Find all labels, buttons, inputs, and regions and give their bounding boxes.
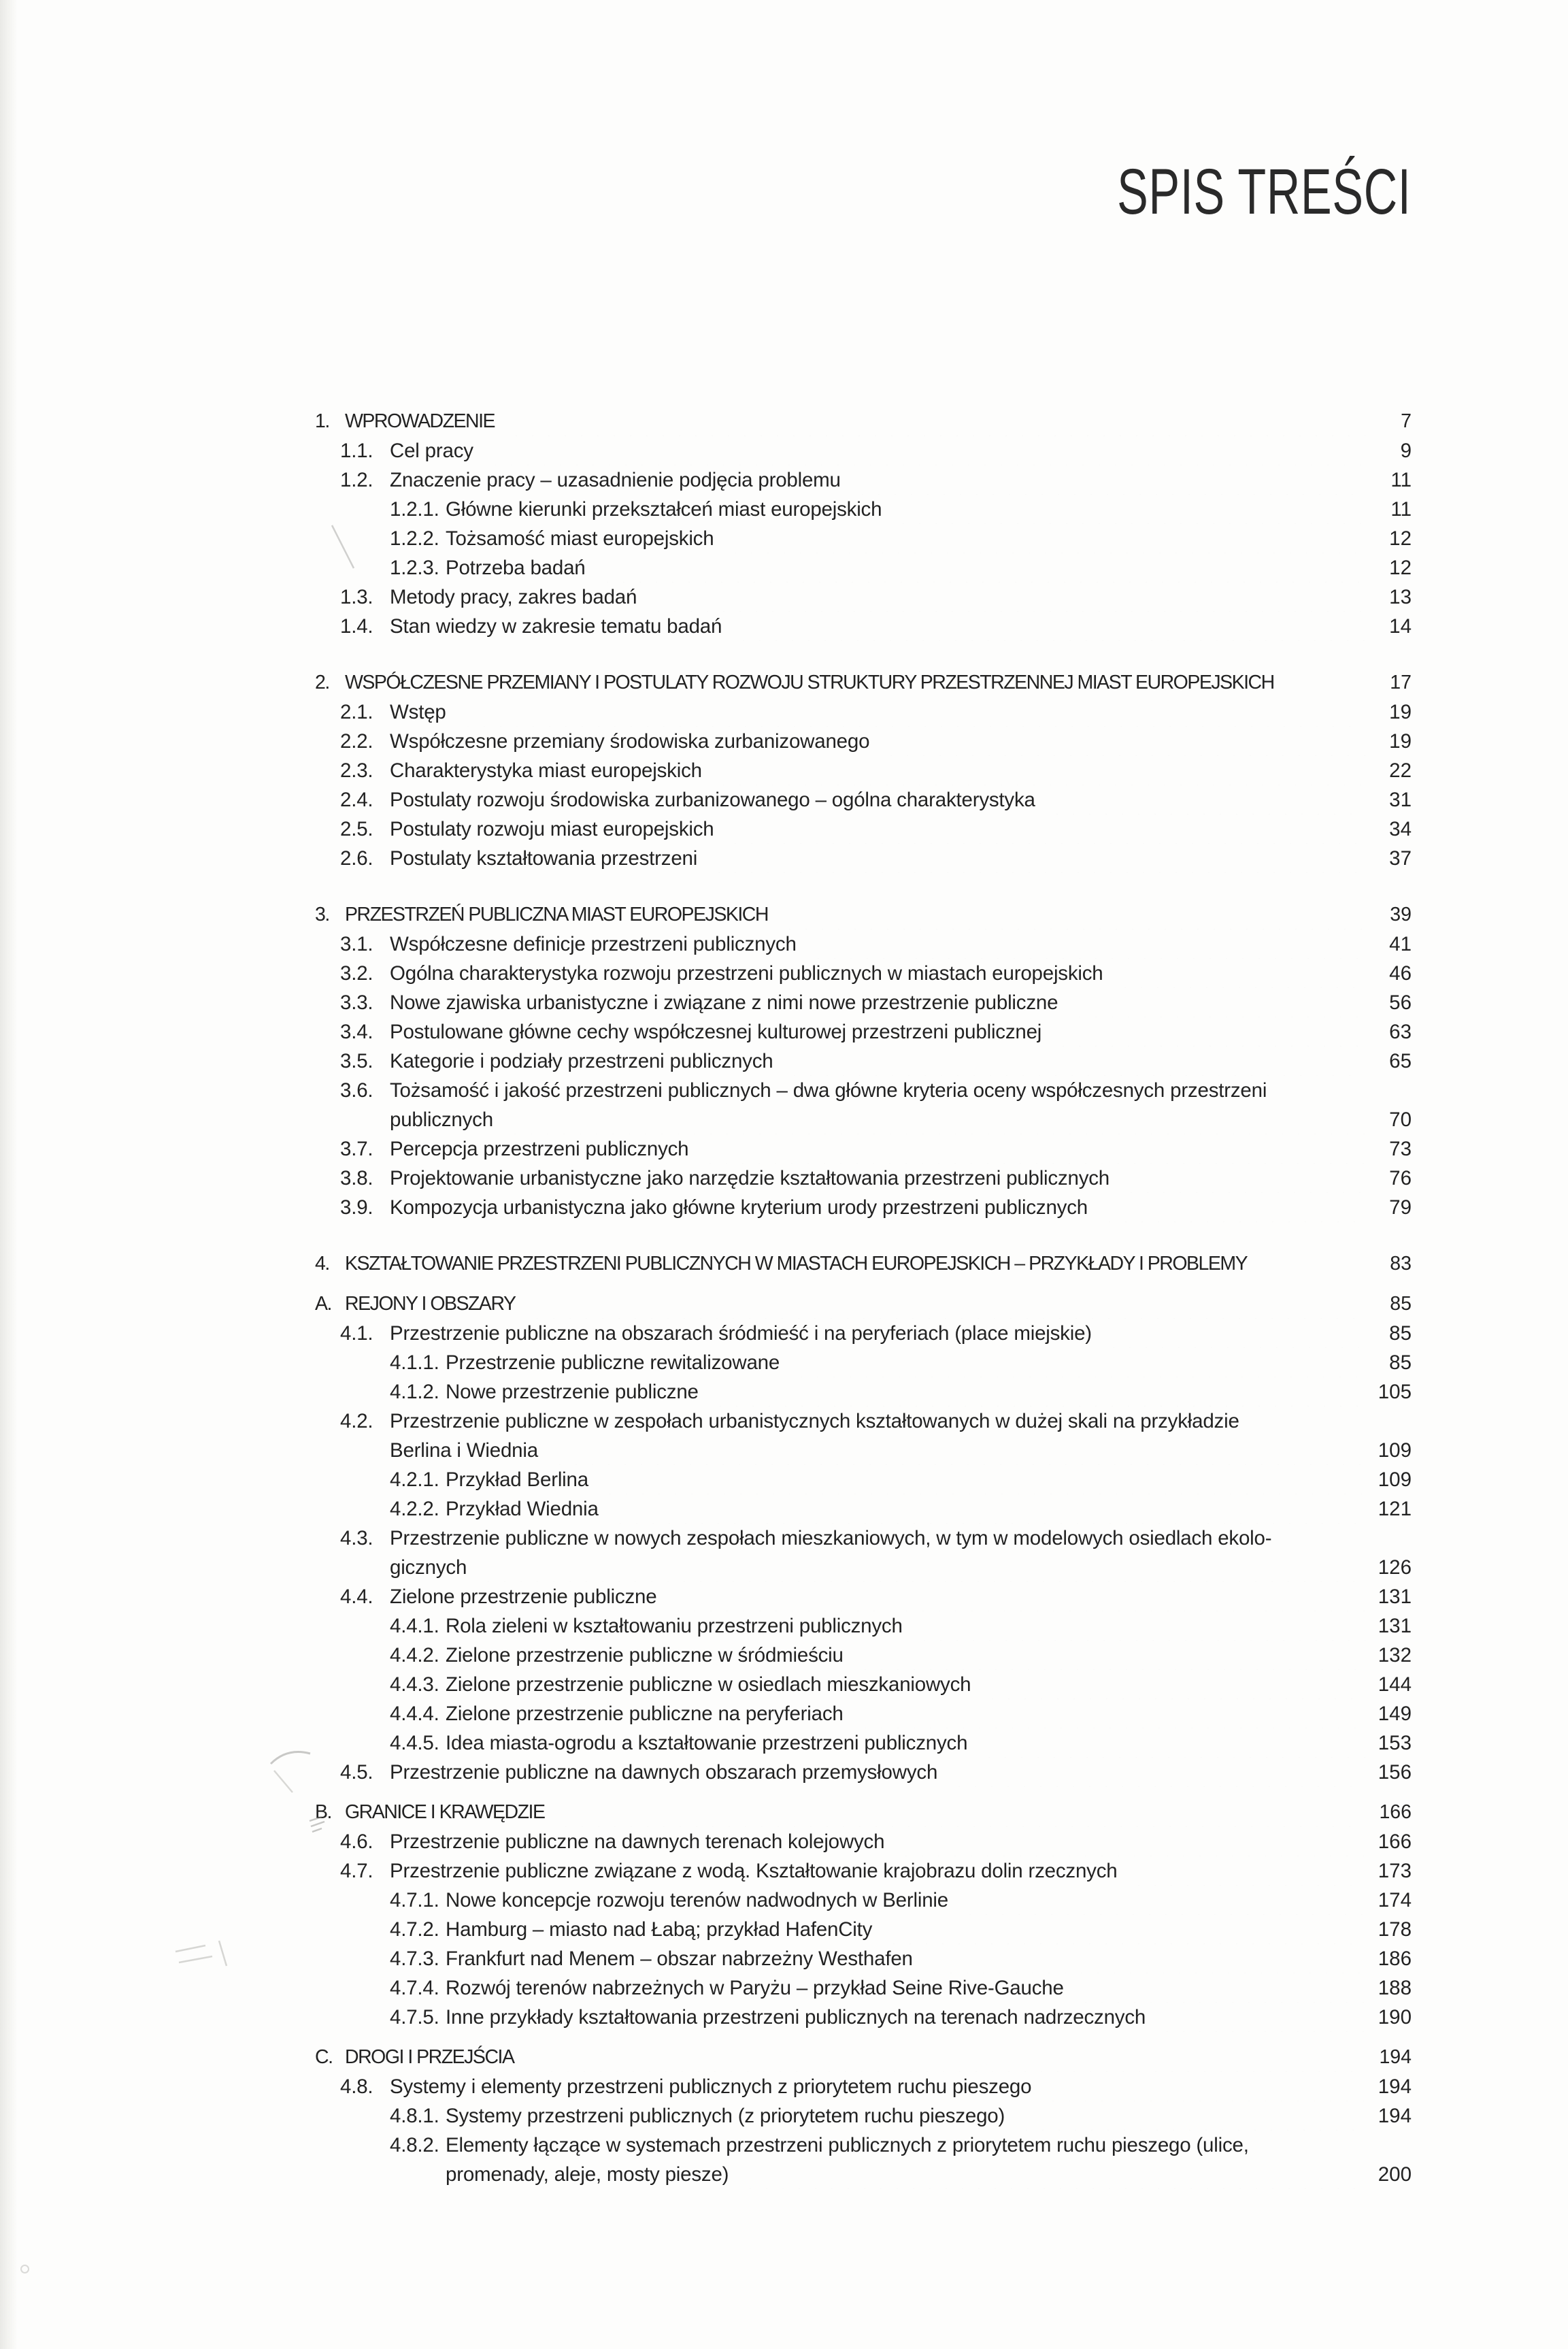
dot-leader bbox=[922, 1944, 1365, 1973]
toc-entry bbox=[315, 1494, 1412, 1524]
toc-entry bbox=[315, 1164, 1412, 1193]
toc-entry bbox=[315, 524, 1412, 553]
toc-entry bbox=[315, 436, 1412, 465]
toc-entry-title: Przestrzenie publiczne związane z wodą. Kształtowanie krajobrazu dolin rzecznych bbox=[390, 1860, 1118, 1882]
dot-leader bbox=[707, 844, 1365, 873]
toc-entry-title: Hamburg – miasto nad Łabą; przykład HafenCity bbox=[446, 1918, 873, 1941]
toc-entry-number: 1.2.1. bbox=[390, 498, 439, 521]
dot-leader bbox=[1256, 1249, 1365, 1279]
toc-entry-title: Przykład Berlina bbox=[446, 1468, 588, 1491]
toc-entry-title: Przestrzenie publiczne w nowych zespołach mieszkaniowych, w tym w modelowych osiedlach ekolo- bbox=[390, 1527, 1272, 1549]
toc-entry-title: Ogólna charakterystyka rozwoju przestrzeni publicznych w miastach europejskich bbox=[390, 962, 1103, 985]
toc-entry-number: 4.2. bbox=[340, 1410, 373, 1432]
toc-entry-number: 4.7.4. bbox=[390, 1977, 439, 1999]
dot-leader bbox=[738, 2160, 1365, 2189]
dot-leader bbox=[1113, 959, 1365, 988]
toc-entry-page: 17 bbox=[1390, 672, 1412, 693]
dot-leader bbox=[608, 1494, 1365, 1524]
toc-entry-title: Nowe przestrzenie publiczne bbox=[446, 1381, 699, 1403]
toc-entry-title: Zielone przestrzenie publiczne w osiedlach mieszkaniowych bbox=[446, 1673, 971, 1696]
toc-entry-page: 174 bbox=[1378, 1889, 1412, 1911]
toc-entry-page: 166 bbox=[1378, 1830, 1412, 1853]
toc-entry bbox=[315, 2072, 1412, 2101]
toc-entry-title-continued: publicznych bbox=[390, 1108, 493, 1131]
toc-entry-title: Systemy i elementy przestrzeni publicznych z priorytetem ruchu pieszego bbox=[390, 2075, 1032, 2098]
toc-entry bbox=[315, 727, 1412, 756]
dot-leader bbox=[1127, 1856, 1365, 1886]
toc-entry bbox=[315, 1915, 1412, 1944]
dot-leader bbox=[1014, 2101, 1365, 2131]
dot-leader bbox=[483, 436, 1365, 465]
toc-entry-page: 166 bbox=[1379, 1801, 1412, 1823]
toc-entry-title: Kategorie i podziały przestrzeni publicznych bbox=[390, 1050, 773, 1072]
dot-leader bbox=[853, 1641, 1365, 1670]
toc-entry-page: 19 bbox=[1389, 701, 1412, 723]
toc-entry bbox=[315, 1728, 1412, 1758]
toc-entry-number: 4.8.2. bbox=[390, 2134, 439, 2156]
toc-entry-title: Postulaty rozwoju środowiska zurbanizowanego – ogólna charakterystyka bbox=[390, 789, 1035, 811]
toc-entry-title: Rozwój terenów nabrzeżnych w Paryżu – przykład Seine Rive-Gauche bbox=[446, 1977, 1064, 1999]
toc-entry-number: 2.1. bbox=[340, 701, 373, 723]
dot-leader bbox=[882, 1915, 1365, 1944]
toc-entry-page: 63 bbox=[1389, 1021, 1412, 1043]
toc-entry-page: 109 bbox=[1378, 1468, 1412, 1491]
toc-entry-page: 190 bbox=[1378, 2006, 1412, 2028]
toc-entry-page: 9 bbox=[1400, 440, 1412, 462]
toc-entry-number: 3.6. bbox=[340, 1079, 373, 1102]
toc-entry-number: 3.3. bbox=[340, 991, 373, 1014]
dot-leader bbox=[723, 815, 1365, 844]
dot-leader bbox=[1045, 785, 1365, 815]
dot-leader bbox=[698, 1134, 1365, 1164]
toc-entry-page: 200 bbox=[1378, 2163, 1412, 2186]
toc-entry-title: Postulaty kształtowania przestrzeni bbox=[390, 847, 698, 870]
toc-entry-title: Charakterystyka miast europejskich bbox=[390, 759, 702, 782]
toc-entry bbox=[315, 1524, 1412, 1553]
toc-entry-title: Tożsamość miast europejskich bbox=[446, 527, 714, 550]
toc-entry bbox=[315, 1699, 1412, 1728]
toc-entry-page: 56 bbox=[1389, 991, 1412, 1014]
toc-entry-number: C. bbox=[315, 2046, 333, 2068]
toc-entry-page: 11 bbox=[1390, 469, 1412, 491]
dot-leader bbox=[525, 1290, 1365, 1319]
toc-entry-number: A. bbox=[315, 1293, 331, 1315]
toc-entry bbox=[315, 1973, 1412, 2003]
dot-leader bbox=[850, 465, 1365, 495]
toc-entry-number: 4.7.3. bbox=[390, 1948, 439, 1970]
dot-leader bbox=[731, 612, 1365, 641]
page-title: SPIS TREŚCI bbox=[1117, 156, 1412, 228]
toc-entry-title-continued: promenady, aleje, mosty piesze) bbox=[446, 2163, 729, 2186]
dot-leader bbox=[503, 1105, 1365, 1134]
dot-leader bbox=[523, 2043, 1365, 2072]
toc-entry bbox=[315, 612, 1412, 641]
toc-entry bbox=[315, 1827, 1412, 1856]
toc-entry-continuation bbox=[315, 1553, 1412, 1582]
toc-entry-number: 4. bbox=[315, 1253, 329, 1275]
toc-entry-title: Kompozycja urbanistyczna jako główne kryterium urody przestrzeni publicznych bbox=[390, 1196, 1088, 1219]
toc-entry-page: 131 bbox=[1378, 1586, 1412, 1608]
toc-entry-title: Metody pracy, zakres badań bbox=[390, 586, 637, 608]
toc-entry-number: 4.4.1. bbox=[390, 1615, 439, 1637]
toc-entry-page: 194 bbox=[1378, 2105, 1412, 2127]
toc-entry-page: 37 bbox=[1389, 847, 1412, 870]
toc-entry-page: 144 bbox=[1378, 1673, 1412, 1696]
toc-entry-title: Współczesne przemiany środowiska zurbanizowanego bbox=[390, 730, 870, 753]
toc-entry bbox=[315, 1047, 1412, 1076]
toc-entry-continuation bbox=[315, 1105, 1412, 1134]
toc-entry-page: 73 bbox=[1389, 1138, 1412, 1160]
toc-entry bbox=[315, 756, 1412, 785]
toc-entry-title: Współczesne definicje przestrzeni publicznych bbox=[390, 933, 797, 955]
toc-entry-title: Zielone przestrzenie publiczne na peryferiach bbox=[446, 1703, 844, 1725]
toc-entry-title: Potrzeba badań bbox=[446, 557, 586, 579]
dot-leader bbox=[712, 756, 1365, 785]
dot-leader bbox=[1101, 1319, 1365, 1348]
toc-entry-number: 4.4.3. bbox=[390, 1673, 439, 1696]
toc-entry-page: 83 bbox=[1390, 1253, 1412, 1275]
toc-entry-number: 2.3. bbox=[340, 759, 373, 782]
toc-entry-title: Zielone przestrzenie publiczne w śródmieściu bbox=[446, 1644, 844, 1666]
toc-entry-title: Postulowane główne cechy współczesnej kulturowej przestrzeni publicznej bbox=[390, 1021, 1042, 1043]
toc-entry bbox=[315, 1758, 1412, 1787]
dot-leader bbox=[789, 1348, 1365, 1377]
toc-entry-page: 41 bbox=[1389, 933, 1412, 955]
toc-entry-number-spacer bbox=[340, 1105, 390, 1134]
toc-entry bbox=[315, 1465, 1412, 1494]
toc-entry-title: Główne kierunki przekształceń miast europejskich bbox=[446, 498, 882, 521]
toc-entry-page: 131 bbox=[1378, 1615, 1412, 1637]
dot-leader bbox=[853, 1699, 1365, 1728]
toc-entry-page: 194 bbox=[1379, 2046, 1412, 2068]
toc-entry-continuation bbox=[315, 2160, 1412, 2189]
dot-leader bbox=[666, 1582, 1365, 1611]
toc-entry-title: DROGI I PRZEJŚCIA bbox=[345, 2046, 514, 2068]
toc-entry-number: 4.4.2. bbox=[390, 1644, 439, 1666]
toc-entry-title: Znaczenie pracy – uzasadnienie podjęcia problemu bbox=[390, 469, 841, 491]
toc-entry-title: WSPÓŁCZESNE PRZEMIANY I POSTULATY ROZWOJU STRUKTURY PRZESTRZENNEJ MIAST EUROPEJSKICH bbox=[345, 672, 1274, 693]
toc-entry-title: Nowe koncepcje rozwoju terenów nadwodnych w Berlinie bbox=[446, 1889, 948, 1911]
toc-entry-title: Stan wiedzy w zakresie tematu badań bbox=[390, 615, 722, 638]
dot-leader bbox=[1067, 988, 1365, 1017]
toc-entry-page: 149 bbox=[1378, 1703, 1412, 1725]
toc-entry-page: 22 bbox=[1389, 759, 1412, 782]
toc-entry-number: 2.4. bbox=[340, 789, 373, 811]
toc-entry bbox=[315, 1798, 1412, 1827]
dot-leader bbox=[782, 1047, 1365, 1076]
toc-entry-number: 4.2.2. bbox=[390, 1498, 439, 1520]
toc-entry-page: 105 bbox=[1378, 1381, 1412, 1403]
toc-entry-number: 3.1. bbox=[340, 933, 373, 955]
toc-entry bbox=[315, 1348, 1412, 1377]
toc-entry-page: 76 bbox=[1389, 1167, 1412, 1189]
toc-entry-title: Cel pracy bbox=[390, 440, 473, 462]
toc-entry-title: REJONY I OBSZARY bbox=[345, 1293, 516, 1315]
toc-entry-number: 3.4. bbox=[340, 1021, 373, 1043]
toc-entry-number: 4.7.1. bbox=[390, 1889, 439, 1911]
toc-entry-number: 3.9. bbox=[340, 1196, 373, 1219]
toc-entry-page: 173 bbox=[1378, 1860, 1412, 1882]
toc-entry-number: 1.2.2. bbox=[390, 527, 439, 550]
toc-entry-title: KSZTAŁTOWANIE PRZESTRZENI PUBLICZNYCH W MIASTACH EUROPEJSKICH – PRZYKŁADY I PROBLEMY bbox=[345, 1253, 1248, 1275]
toc-entry bbox=[315, 1670, 1412, 1699]
toc-entry bbox=[315, 668, 1412, 697]
toc-entry-number: 2.5. bbox=[340, 818, 373, 840]
toc-entry bbox=[315, 407, 1412, 436]
dot-leader bbox=[778, 900, 1365, 930]
toc-entry-title: Przestrzenie publiczne na obszarach śródmieść i na peryferiach (place miejskie) bbox=[390, 1322, 1092, 1345]
toc-entry-number-spacer bbox=[340, 1436, 390, 1465]
toc-entry-number: 4.5. bbox=[340, 1761, 373, 1784]
toc-entry-title: Wstęp bbox=[390, 701, 446, 723]
toc-entry-number: 4.1. bbox=[340, 1322, 373, 1345]
dot-leader bbox=[598, 1465, 1365, 1494]
toc-entry bbox=[315, 2131, 1412, 2160]
toc-entry bbox=[315, 2101, 1412, 2131]
toc-entry-page: 121 bbox=[1378, 1498, 1412, 1520]
toc-entry-number: 4.2.1. bbox=[390, 1468, 439, 1491]
toc-entry-number: 3.2. bbox=[340, 962, 373, 985]
toc-entry-page: 188 bbox=[1378, 1977, 1412, 1999]
toc-entry-number: 3. bbox=[315, 904, 329, 925]
toc-entry bbox=[315, 1290, 1412, 1319]
toc-entry-number: 4.4.4. bbox=[390, 1703, 439, 1725]
toc-entry-page: 153 bbox=[1378, 1732, 1412, 1754]
toc-entry bbox=[315, 1319, 1412, 1348]
toc-entry-number: 4.8.1. bbox=[390, 2105, 439, 2127]
toc-entry-number: 4.7.2. bbox=[390, 1918, 439, 1941]
toc-entry-title: Idea miasta-ogrodu a kształtowanie przestrzeni publicznych bbox=[446, 1732, 968, 1754]
toc-entry bbox=[315, 988, 1412, 1017]
toc-entry-page: 178 bbox=[1378, 1918, 1412, 1941]
dot-leader bbox=[1119, 1164, 1365, 1193]
toc-entry-number: 4.8. bbox=[340, 2075, 373, 2098]
toc-entry-page: 85 bbox=[1389, 1351, 1412, 1374]
toc-entry-number: 1.1. bbox=[340, 440, 373, 462]
toc-entry-number: 4.4. bbox=[340, 1586, 373, 1608]
toc-entry-number: 4.4.5. bbox=[390, 1732, 439, 1754]
toc-entry bbox=[315, 785, 1412, 815]
toc-entry-title: Frankfurt nad Menem – obszar nabrzeżny Westhafen bbox=[446, 1948, 913, 1970]
toc-entry-title: Przestrzenie publiczne w zespołach urbanistycznych kształtowanych w dużej skali na przykładzie bbox=[390, 1410, 1239, 1432]
toc-entry bbox=[315, 2003, 1412, 2032]
toc-entry-title-continued: gicznych bbox=[390, 1556, 467, 1579]
dot-leader bbox=[879, 727, 1365, 756]
toc-entry-number: 1.4. bbox=[340, 615, 373, 638]
dot-leader bbox=[1073, 1973, 1365, 2003]
toc-entry bbox=[315, 1886, 1412, 1915]
toc-entry-title: Przestrzenie publiczne rewitalizowane bbox=[446, 1351, 780, 1374]
toc-entry-page: 11 bbox=[1390, 498, 1412, 521]
toc-entry bbox=[315, 1611, 1412, 1641]
toc-entry-page: 79 bbox=[1389, 1196, 1412, 1219]
toc-entry-title: Rola zieleni w kształtowaniu przestrzeni publicznych bbox=[446, 1615, 903, 1637]
dot-leader bbox=[476, 1553, 1365, 1582]
toc-entry bbox=[315, 1377, 1412, 1407]
dot-leader bbox=[723, 524, 1365, 553]
toc-entry-number: 2. bbox=[315, 672, 329, 693]
dot-leader bbox=[595, 553, 1365, 582]
dot-leader bbox=[504, 407, 1365, 436]
dot-leader bbox=[554, 1798, 1365, 1827]
toc-entry-page: 13 bbox=[1389, 586, 1412, 608]
dot-leader bbox=[1155, 2003, 1365, 2032]
toc-entry-page: 85 bbox=[1389, 1322, 1412, 1345]
dot-leader bbox=[891, 495, 1365, 524]
toc-entry-number: 2.2. bbox=[340, 730, 373, 753]
toc-entry-page: 85 bbox=[1390, 1293, 1412, 1315]
dot-leader bbox=[977, 1728, 1365, 1758]
toc-entry bbox=[315, 1582, 1412, 1611]
toc-entry bbox=[315, 844, 1412, 873]
toc-entry-number: 1.3. bbox=[340, 586, 373, 608]
toc-entry bbox=[315, 1076, 1412, 1105]
toc-entry bbox=[315, 1134, 1412, 1164]
dot-leader bbox=[1051, 1017, 1365, 1047]
toc-entry bbox=[315, 1944, 1412, 1973]
toc-entry-title: Przykład Wiednia bbox=[446, 1498, 599, 1520]
toc-entry-title-continued: Berlina i Wiednia bbox=[390, 1439, 538, 1462]
toc-entry-number: 4.3. bbox=[340, 1527, 373, 1549]
toc-entry-page: 194 bbox=[1378, 2075, 1412, 2098]
toc-entry-number: 3.7. bbox=[340, 1138, 373, 1160]
toc-entry bbox=[315, 900, 1412, 930]
toc-entry bbox=[315, 697, 1412, 727]
dot-leader bbox=[646, 582, 1365, 612]
toc-entry-continuation bbox=[315, 1436, 1412, 1465]
toc-entry-page: 34 bbox=[1389, 818, 1412, 840]
toc-entry-page: 14 bbox=[1389, 615, 1412, 638]
toc-entry bbox=[315, 1193, 1412, 1222]
toc-entry-page: 156 bbox=[1378, 1761, 1412, 1784]
toc-entry-page: 31 bbox=[1389, 789, 1412, 811]
toc-entry-page: 46 bbox=[1389, 962, 1412, 985]
dot-leader bbox=[708, 1377, 1365, 1407]
scan-edge-shadow bbox=[0, 0, 18, 2349]
dot-leader bbox=[806, 930, 1365, 959]
toc-entry-title: Elementy łączące w systemach przestrzeni publicznych z priorytetem ruchu pieszego (ulice, bbox=[446, 2134, 1249, 2156]
dot-leader bbox=[947, 1758, 1365, 1787]
toc-entry-page: 126 bbox=[1378, 1556, 1412, 1579]
toc-entry-number: 1.2. bbox=[340, 469, 373, 491]
dot-leader bbox=[958, 1886, 1365, 1915]
toc-entry bbox=[315, 959, 1412, 988]
toc-entry-title: WPROWADZENIE bbox=[345, 410, 495, 432]
dot-leader bbox=[1097, 1193, 1365, 1222]
toc-entry-page: 39 bbox=[1390, 904, 1412, 925]
toc-entry bbox=[315, 553, 1412, 582]
toc-entry bbox=[315, 465, 1412, 495]
toc-entry-title: Przestrzenie publiczne na dawnych terenach kolejowych bbox=[390, 1830, 885, 1853]
toc-entry-number: 4.1.2. bbox=[390, 1381, 439, 1403]
toc-entry-number: 1. bbox=[315, 410, 329, 432]
toc-entry-number: 3.5. bbox=[340, 1050, 373, 1072]
toc-entry-title: Zielone przestrzenie publiczne bbox=[390, 1586, 657, 1608]
toc-entry bbox=[315, 495, 1412, 524]
toc-entry-title: Przestrzenie publiczne na dawnych obszarach przemysłowych bbox=[390, 1761, 938, 1784]
toc-entry bbox=[315, 582, 1412, 612]
toc-entry-title: Systemy przestrzeni publicznych (z priorytetem ruchu pieszego) bbox=[446, 2105, 1005, 2127]
toc-entry-title: Nowe zjawiska urbanistyczne i związane z nimi nowe przestrzenie publiczne bbox=[390, 991, 1058, 1014]
toc-entry-number: 3.8. bbox=[340, 1167, 373, 1189]
toc-entry bbox=[315, 2043, 1412, 2072]
toc-entry-number-spacer bbox=[340, 1553, 390, 1582]
toc-entry bbox=[315, 1407, 1412, 1436]
toc-entry-page: 132 bbox=[1378, 1644, 1412, 1666]
dot-leader bbox=[1041, 2072, 1365, 2101]
toc-entry-title: GRANICE I KRAWĘDZIE bbox=[345, 1801, 545, 1823]
toc-entry-number-spacer bbox=[390, 2160, 446, 2189]
toc-entry-page: 65 bbox=[1389, 1050, 1412, 1072]
toc-entry-number: 1.2.3. bbox=[390, 557, 439, 579]
toc-entry bbox=[315, 815, 1412, 844]
toc-entry-page: 109 bbox=[1378, 1439, 1412, 1462]
toc-entry-title: PRZESTRZEŃ PUBLICZNA MIAST EUROPEJSKICH bbox=[345, 904, 768, 925]
dot-leader bbox=[456, 697, 1365, 727]
dot-leader bbox=[548, 1436, 1365, 1465]
dot-leader bbox=[894, 1827, 1365, 1856]
dot-leader bbox=[980, 1670, 1365, 1699]
toc-entry-number: 4.7. bbox=[340, 1860, 373, 1882]
dot-leader bbox=[912, 1611, 1365, 1641]
toc-entry bbox=[315, 1641, 1412, 1670]
toc-entry bbox=[315, 1249, 1412, 1279]
toc-entry-number: 4.7.5. bbox=[390, 2006, 439, 2028]
toc-entry-page: 19 bbox=[1389, 730, 1412, 753]
toc-entry bbox=[315, 1017, 1412, 1047]
toc-entry-title: Inne przykłady kształtowania przestrzeni publicznych na terenach nadrzecznych bbox=[446, 2006, 1146, 2028]
toc-entry-title: Postulaty rozwoju miast europejskich bbox=[390, 818, 714, 840]
toc-entry-page: 12 bbox=[1389, 527, 1412, 550]
toc-entry-title: Percepcja przestrzeni publicznych bbox=[390, 1138, 689, 1160]
toc-entry-page: 7 bbox=[1401, 410, 1412, 432]
toc-entry-number: 2.6. bbox=[340, 847, 373, 870]
toc-entry-number: B. bbox=[315, 1801, 331, 1823]
toc-entry bbox=[315, 930, 1412, 959]
toc-entry-title: Tożsamość i jakość przestrzeni publicznych – dwa główne kryteria oceny współczesnych przestrzeni bbox=[390, 1079, 1267, 1102]
toc-entry bbox=[315, 1856, 1412, 1886]
toc-entry-page: 186 bbox=[1378, 1948, 1412, 1970]
scan-speck bbox=[20, 2265, 29, 2273]
toc-entry-number: 4.1.1. bbox=[390, 1351, 439, 1374]
toc-entry-page: 70 bbox=[1389, 1108, 1412, 1131]
toc-entry-page: 12 bbox=[1389, 557, 1412, 579]
dot-leader bbox=[1284, 668, 1365, 697]
toc-entry-title: Projektowanie urbanistyczne jako narzędzie kształtowania przestrzeni publicznych bbox=[390, 1167, 1110, 1189]
toc-entry-number: 4.6. bbox=[340, 1830, 373, 1853]
table-of-contents bbox=[315, 407, 1412, 2189]
